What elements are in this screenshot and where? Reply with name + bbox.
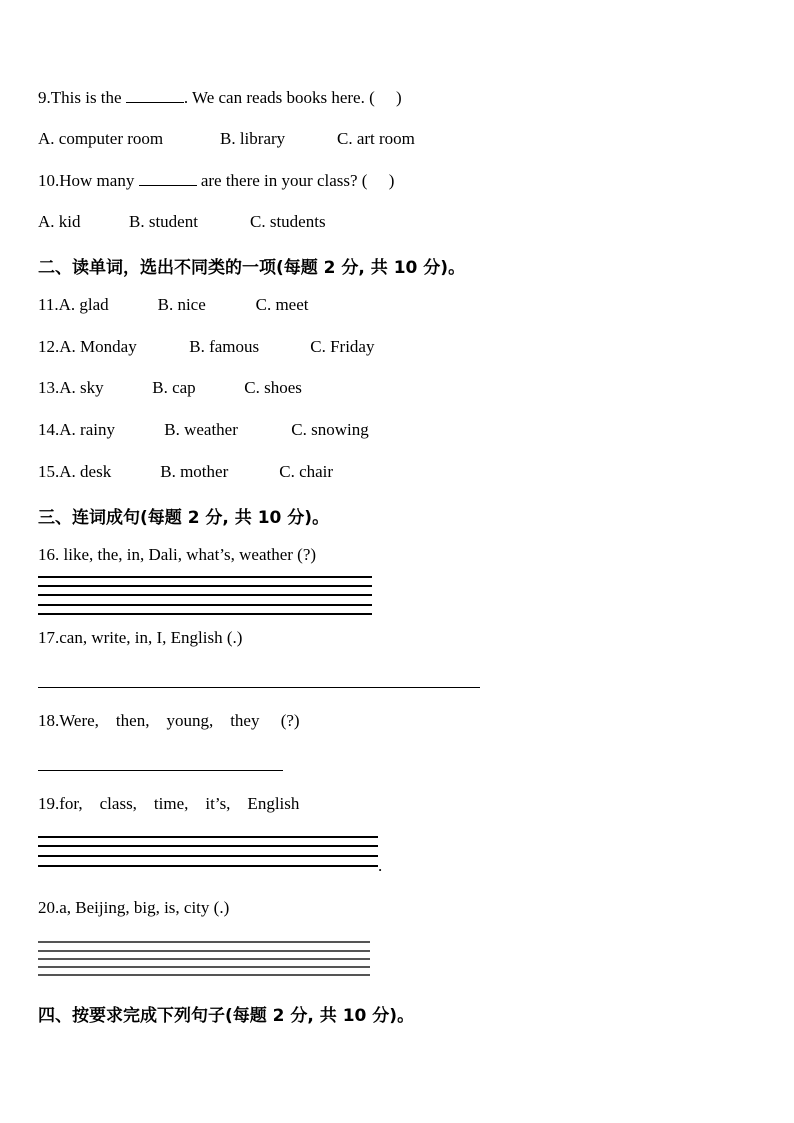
option-b: B. nice <box>157 295 206 314</box>
question-number: 14. <box>38 420 60 439</box>
question-10-options <box>38 212 326 232</box>
question-11 <box>38 295 309 315</box>
question-13 <box>38 378 302 398</box>
option-b: B. cap <box>152 378 196 397</box>
question-12 <box>38 337 374 357</box>
question-10-stem: 10.How many <box>38 171 139 190</box>
question-number: 12. <box>38 337 60 356</box>
answer-line[interactable] <box>38 950 370 952</box>
answer-line[interactable] <box>38 941 370 943</box>
option-a: A. kid <box>38 212 81 231</box>
question-9-options <box>38 129 415 149</box>
question-9 <box>38 87 402 108</box>
option-c: C. students <box>250 212 326 231</box>
option-b: B. student <box>129 212 198 231</box>
answer-line[interactable] <box>38 770 283 771</box>
option-b: B. famous <box>189 337 260 356</box>
answer-line[interactable] <box>38 845 378 847</box>
answer-line[interactable] <box>38 974 370 976</box>
question-9-stem-end: . We can reads books here. ( ) <box>183 88 402 107</box>
answer-line[interactable] <box>38 865 378 867</box>
answer-line[interactable] <box>38 613 372 615</box>
question-19: 19.for, class, time, it’s, English <box>38 794 300 813</box>
question-number: 13. <box>38 378 60 397</box>
question-number: 15. <box>38 462 60 481</box>
option-a: A. sky <box>59 378 104 397</box>
option-a: A. glad <box>58 295 109 314</box>
answer-line[interactable] <box>38 585 372 587</box>
answer-line[interactable] <box>38 855 378 857</box>
answer-line[interactable] <box>38 966 370 968</box>
question-9-stem: 9.This is the <box>38 88 126 107</box>
option-c: C. Friday <box>310 337 375 356</box>
option-c: C. meet <box>255 295 309 314</box>
answer-line[interactable] <box>38 836 378 838</box>
answer-blank[interactable] <box>126 87 184 103</box>
option-b: B. mother <box>160 462 229 481</box>
question-15 <box>38 462 333 482</box>
question-10 <box>38 170 394 191</box>
answer-blank[interactable] <box>139 170 197 186</box>
question-17: 17.can, write, in, I, English (.) <box>38 628 243 647</box>
period-mark: . <box>378 856 383 875</box>
answer-line[interactable] <box>38 594 372 596</box>
option-c: C. snowing <box>291 420 369 439</box>
question-18: 18.Were, then, young, they (?) <box>38 711 300 730</box>
option-c: C. shoes <box>244 378 302 397</box>
option-b: B. library <box>220 129 286 148</box>
option-a: A. computer room <box>38 129 164 148</box>
answer-line[interactable] <box>38 958 370 960</box>
question-16: 16. like, the, in, Dali, what’s, weather (?) <box>38 545 317 564</box>
question-20: 20.a, Beijing, big, is, city (.) <box>38 898 230 917</box>
option-a: A. desk <box>59 462 112 481</box>
section-2-title: 二、读单词，选出不同类的一项(每题 2 分, 共 10 分)。 <box>38 258 466 278</box>
section-3-title: 三、连词成句(每题 2 分, 共 10 分)。 <box>38 508 330 528</box>
option-b: B. weather <box>164 420 238 439</box>
option-a: A. rainy <box>59 420 115 439</box>
option-a: A. Monday <box>59 337 137 356</box>
answer-line[interactable] <box>38 604 372 606</box>
question-10-stem-end: are there in your class? ( ) <box>196 171 395 190</box>
question-14 <box>38 420 369 440</box>
option-c: C. chair <box>279 462 334 481</box>
question-number: 11. <box>38 295 59 314</box>
answer-line[interactable] <box>38 687 480 688</box>
section-4-title: 四、按要求完成下列句子(每题 2 分, 共 10 分)。 <box>38 1006 415 1026</box>
answer-line[interactable] <box>38 576 372 578</box>
option-c: C. art room <box>337 129 415 148</box>
